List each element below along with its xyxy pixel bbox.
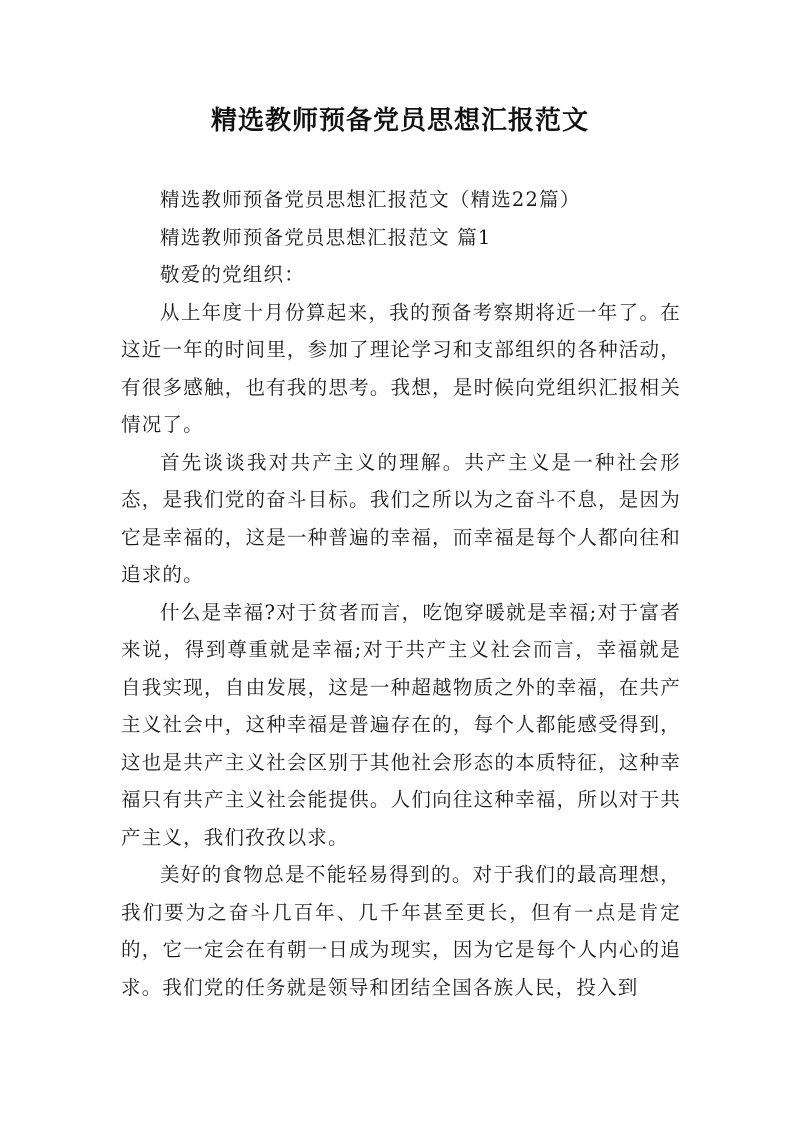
section-heading: 精选教师预备党员思想汇报范文 篇1 <box>160 225 492 249</box>
document-title: 精选教师预备党员思想汇报范文 <box>210 106 589 136</box>
subtitle-paragraph: 精选教师预备党员思想汇报范文（精选22篇） <box>160 188 581 211</box>
salutation: 敬爱的党组织： <box>160 263 305 286</box>
body-paragraph: 首先谈谈我对共产主义的理解。共产主义是一种社会形态，是我们党的奋斗目标。我们之所以为之奋斗不息，是因为它是幸福的，这是一种普遍的幸福，而幸福是每个人都向往和追求的。 <box>121 450 681 586</box>
body-paragraph: 什么是幸福?对于贫者而言，吃饱穿暖就是幸福;对于富者来说，得到尊重就是幸福;对于共产主义社会而言，幸福就是自我实现，自由发展，这是一种超越物质之外的幸福，在共产主义社会中，这种幸福是普遍存在的，每个人都能感受得到，这也是共产主义社会区别于其他社会形态的本质特征，这种幸福只有共产主义社会能提供。人们向往这种幸福，所以对于共产主义，我们孜孜以求。 <box>121 600 681 849</box>
body-paragraph: 从上年度十月份算起来，我的预备考察期将近一年了。在这近一年的时间里，参加了理论学习和支部组织的各种活动，有很多感触，也有我的思考。我想，是时候向党组织汇报相关情况了。 <box>121 300 681 436</box>
document-body <box>121 181 681 1006</box>
body-paragraph: 美好的食物总是不能轻易得到的。对于我们的最高理想，我们要为之奋斗几百年、几千年甚至更长，但有一点是肯定的，它一定会在有朝一日成为现实，因为它是每个人内心的追求。我们党的任务就是领导和团结全国各族人民，投入到 <box>121 863 681 999</box>
